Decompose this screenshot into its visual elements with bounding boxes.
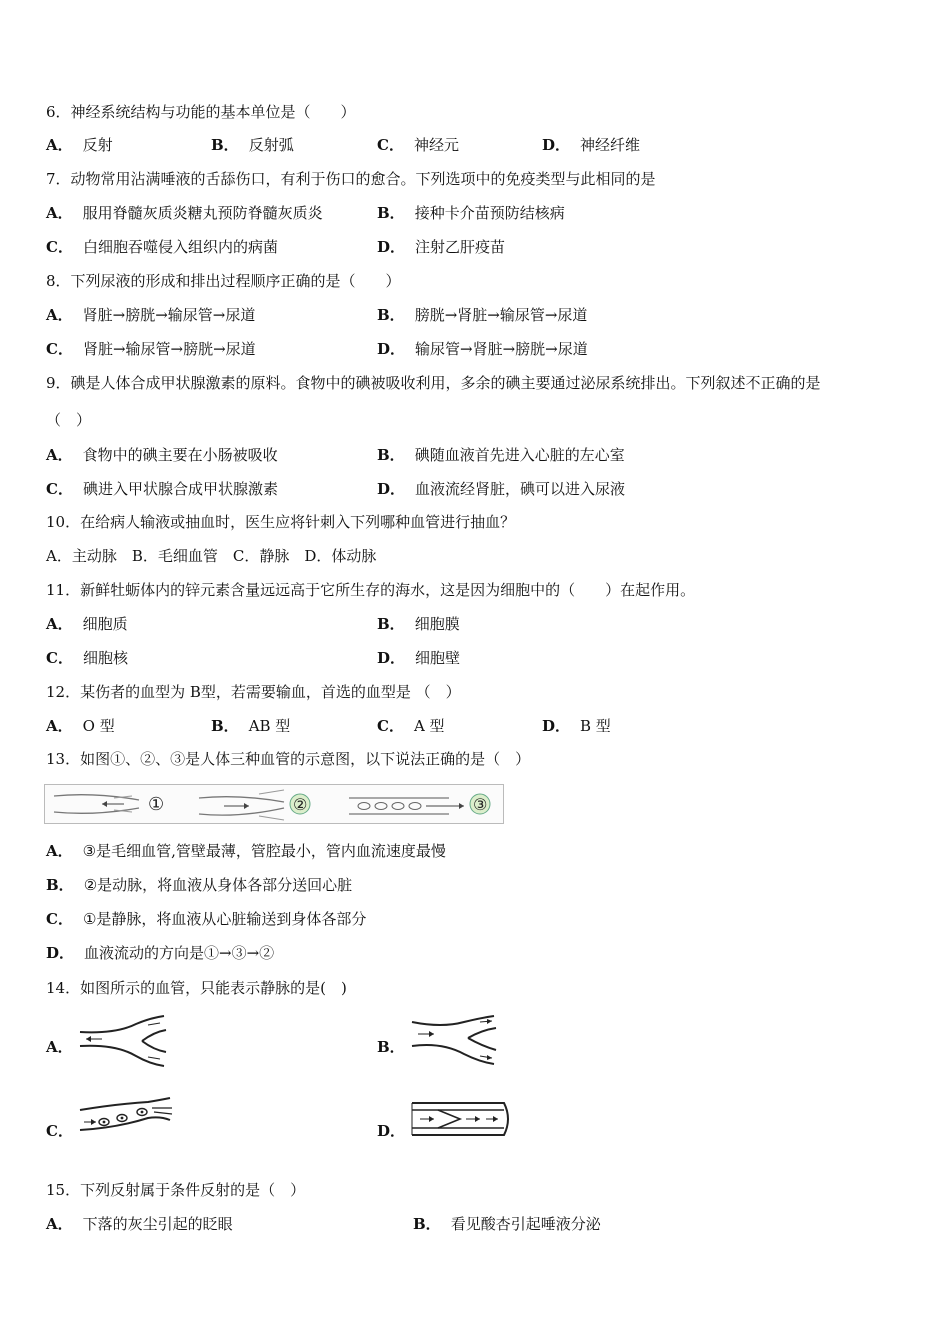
q12-option-c: C． A 型 <box>377 717 445 735</box>
question-14-stem: 14．如图所示的血管，只能表示静脉的是( ) <box>46 979 347 997</box>
q12-option-a: A． O 型 <box>46 717 115 735</box>
q11-option-d: D． 细胞壁 <box>377 649 461 667</box>
question-12-stem: 12．某伤者的血型为 B型，若需要输血，首选的血型是 （ ） <box>46 683 461 701</box>
question-10-stem: 10．在给病人输液或抽血时，医生应将针刺入下列哪种血管进行抽血？ <box>46 513 516 531</box>
q7-option-b: B． 接种卡介苗预防结核病 <box>377 204 565 222</box>
question-8-stem: 8．下列尿液的形成和排出过程顺序正确的是（ ） <box>46 272 401 290</box>
converging-vessel-figure <box>76 1014 168 1068</box>
q11-option-b: B． 细胞膜 <box>377 615 460 633</box>
q7-option-d: D． 注射乙肝疫苗 <box>377 238 506 256</box>
q14-option-b-letter: B． <box>377 1038 405 1056</box>
vessel-label-2: ② <box>293 795 308 814</box>
question-9-stem: 9．碘是人体合成甲状腺激素的原料。食物中的碘被吸收利用，多余的碘主要通过泌尿系统排出。下列叙述不正确的是 <box>46 374 821 392</box>
q13-option-d: D． 血液流动的方向是①→③→② <box>46 944 275 962</box>
q7-option-a: A． 服用脊髓灰质炎糖丸预防脊髓灰质炎 <box>46 204 323 222</box>
q6-option-b: B． 反射弧 <box>211 136 294 154</box>
question-13-stem: 13．如图①、②、③是人体三种血管的示意图，以下说法正确的是（ ） <box>46 750 531 768</box>
q6-option-c: C． 神经元 <box>377 136 459 154</box>
q8-option-b: B． 膀胱→肾脏→输尿管→尿道 <box>377 306 588 324</box>
q6-option-d: D． 神经纤维 <box>542 136 641 154</box>
capillary-figure <box>76 1096 174 1138</box>
three-blood-vessels-figure <box>44 784 504 824</box>
q11-option-a: A． 细胞质 <box>46 615 128 633</box>
branching-vessel-figure <box>406 1014 498 1068</box>
q13-option-b: B． ②是动脉，将血液从身体各部分送回心脏 <box>46 876 353 894</box>
q8-option-c: C． 肾脏→输尿管→膀胱→尿道 <box>46 340 256 358</box>
q8-option-d: D． 输尿管→肾脏→膀胱→尿道 <box>377 340 588 358</box>
q6-option-a: A． 反射 <box>46 136 113 154</box>
q14-option-a-letter: A． <box>46 1038 73 1056</box>
q12-option-b: B． AB 型 <box>211 717 291 735</box>
q12-option-d: D． B 型 <box>542 717 611 735</box>
q8-option-a: A． 肾脏→膀胱→输尿管→尿道 <box>46 306 256 324</box>
vessel-label-3: ③ <box>473 795 488 814</box>
question-15-stem: 15．下列反射属于条件反射的是（ ） <box>46 1181 306 1199</box>
question-7-stem: 7．动物常用沾满唾液的舌舔伤口，有利于伤口的愈合。下列选项中的免疫类型与此相同的是 <box>46 170 656 188</box>
q13-option-a: A． ③是毛细血管,管壁最薄，管腔最小，管内血流速度最慢 <box>46 842 446 860</box>
q15-option-b: B． 看见酸杏引起唾液分泌 <box>413 1215 601 1233</box>
q11-option-c: C． 细胞核 <box>46 649 128 667</box>
q9-option-a: A． 食物中的碘主要在小肠被吸收 <box>46 446 278 464</box>
vessel-label-1: ① <box>148 794 165 815</box>
q14-option-d-letter: D． <box>377 1122 406 1140</box>
q7-option-c: C． 白细胞吞噬侵入组织内的病菌 <box>46 238 278 256</box>
q9-option-b: B． 碘随血液首先进入心脏的左心室 <box>377 446 625 464</box>
q9-option-c: C． 碘进入甲状腺合成甲状腺激素 <box>46 480 278 498</box>
q10-options-line: A．主动脉 B．毛细血管 C．静脉 D．体动脉 <box>46 547 377 565</box>
q15-option-a: A． 下落的灰尘引起的眨眼 <box>46 1215 233 1233</box>
question-9-stem-cont: （ ） <box>46 411 92 429</box>
q9-option-d: D． 血液流经肾脏，碘可以进入尿液 <box>377 480 626 498</box>
q13-option-c: C． ①是静脉，将血液从心脏输送到身体各部分 <box>46 910 367 928</box>
valve-vessel-figure <box>408 1100 514 1138</box>
question-6-stem: 6．神经系统结构与功能的基本单位是（ ） <box>46 103 356 121</box>
question-11-stem: 11．新鲜牡蛎体内的锌元素含量远远高于它所生存的海水，这是因为细胞中的（ ）在起作用。 <box>46 581 696 599</box>
q14-option-c-letter: C． <box>46 1122 73 1140</box>
